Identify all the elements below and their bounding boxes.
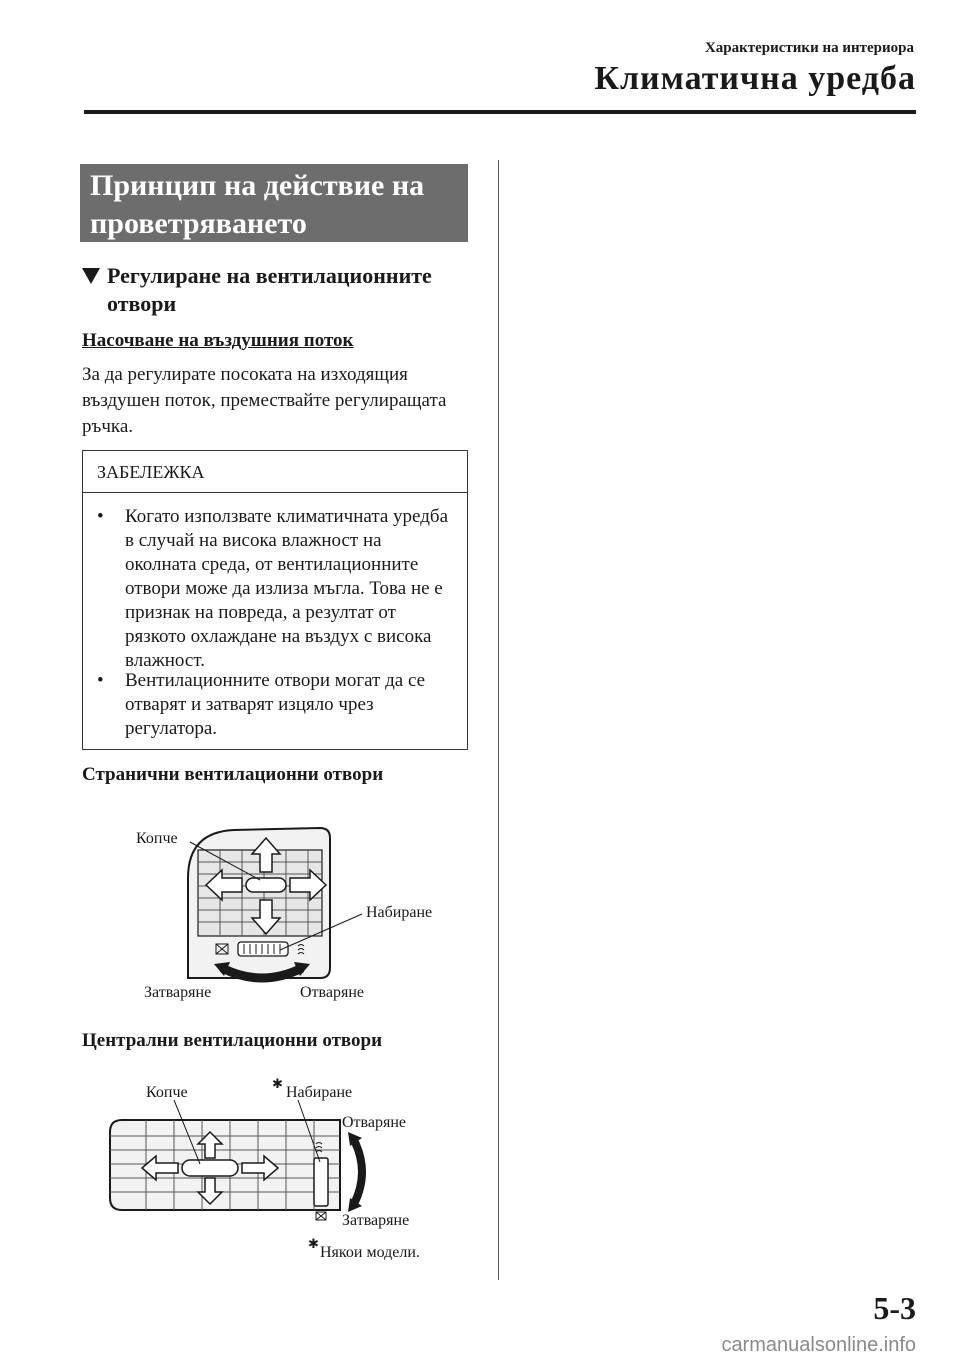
watermark: carmanualsonline.info bbox=[721, 1334, 916, 1356]
center-dial-label: Набиране bbox=[286, 1084, 353, 1101]
page-number: 5-3 bbox=[873, 1290, 916, 1326]
center-close-label: Затваряне bbox=[342, 1212, 410, 1229]
curved-double-arrow-icon bbox=[354, 1140, 362, 1204]
asterisk-icon: ✱ bbox=[272, 1076, 283, 1091]
bullet-icon: • bbox=[97, 506, 104, 527]
asterisk-icon: ✱ bbox=[308, 1236, 319, 1251]
subheading bbox=[82, 262, 482, 318]
intro-paragraph: За да регулирате посоката на изходящия въздушен поток, премествайте регулиращата ръчка. bbox=[82, 364, 447, 437]
note-item-text: Вентилационните отвори могат да се отварят и затварят изцяло чрез регулатора. bbox=[125, 670, 426, 739]
center-open-label: Отваряне bbox=[342, 1114, 407, 1131]
side-vents-heading: Странични вентилационни отвори bbox=[82, 764, 384, 785]
center-vents-heading: Централни вентилационни отвори bbox=[82, 1030, 383, 1051]
side-close-label: Затваряне bbox=[144, 984, 212, 1001]
center-knob-label: Копче bbox=[146, 1084, 188, 1101]
side-vent-knob bbox=[246, 878, 286, 892]
side-open-label: Отваряне bbox=[300, 984, 365, 1001]
some-models-footnote: Някои модели. bbox=[320, 1244, 420, 1261]
side-dial-label: Набиране bbox=[366, 904, 433, 921]
column-divider bbox=[498, 160, 499, 1280]
note-box bbox=[82, 450, 468, 750]
section-header-title: Климатична уредба bbox=[594, 60, 916, 97]
note-title: ЗАБЕЛЕЖКА bbox=[83, 451, 467, 493]
section-title-box bbox=[80, 164, 468, 242]
note-item bbox=[97, 505, 453, 673]
center-vent-dial bbox=[314, 1158, 328, 1206]
triangle-bullet-icon bbox=[82, 268, 100, 284]
side-knob-label: Копче bbox=[136, 830, 178, 847]
subheading-text: Регулиране на вентилационните отвори bbox=[107, 263, 432, 316]
chapter-title: Характеристики на интериора bbox=[704, 40, 914, 56]
center-vent-knob bbox=[182, 1160, 238, 1176]
note-item-text: Когато използвате климатичната уредба в случай на висока влажност на околната среда, от вентилационните отвори може да излиза мъгла. Това не е признак на повреда, а резултат от рязкото охлаждане на въздух с висока влажност. bbox=[125, 506, 449, 671]
underlined-heading: Насочване на въздушния поток bbox=[82, 330, 354, 351]
header-rule bbox=[84, 110, 916, 114]
bullet-icon: • bbox=[97, 670, 104, 691]
note-item bbox=[97, 669, 453, 741]
section-title: Принцип на действие на проветряването bbox=[90, 169, 425, 240]
